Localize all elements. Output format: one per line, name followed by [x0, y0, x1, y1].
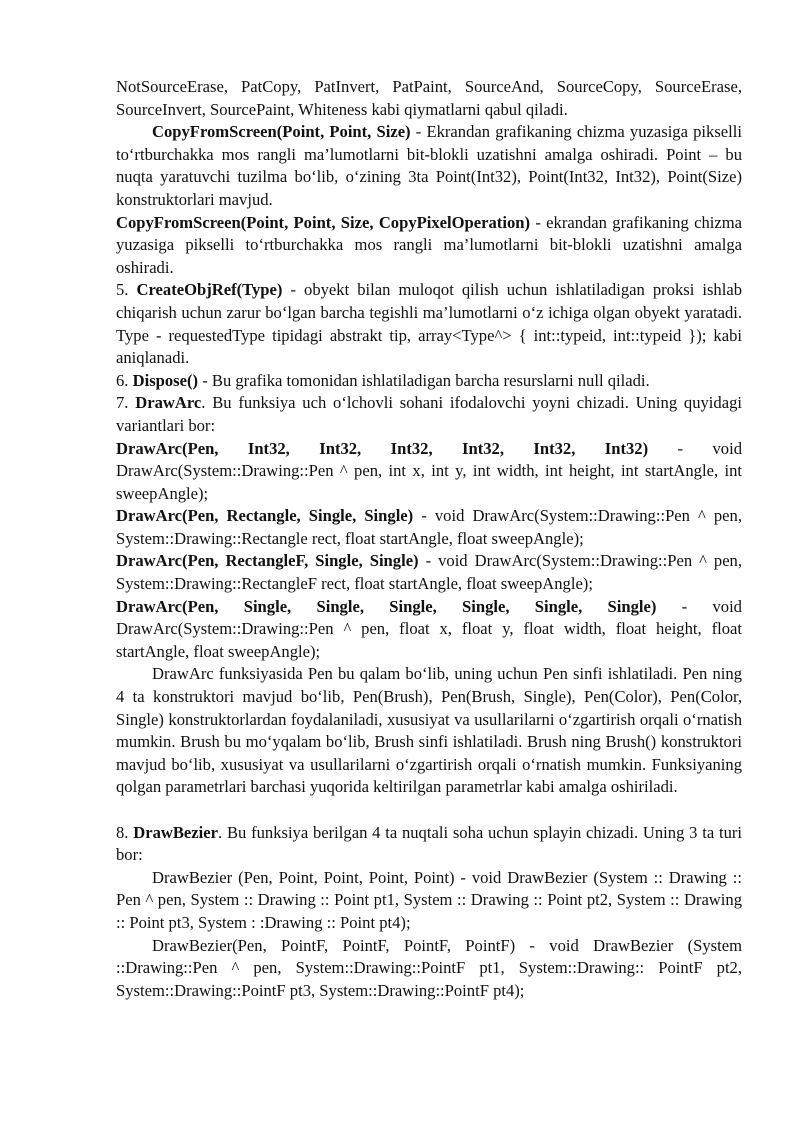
document-page — [116, 76, 742, 1002]
paragraph-text: - void DrawArc(System::Drawing::Pen ^ pen, System::Drawing::Rectangle rect, float startAngle, float sweepAngle); — [116, 506, 742, 548]
paragraph-drawarc-intro — [116, 392, 742, 437]
paragraph-text: - Ekrandan grafikaning chizma yuzasiga pikselli to‘rtburchakka mos rangli ma’lumotlarni bit-blokli uzatishni amalga oshiradi. Point – bu nuqta yaratuvchi tuzilma bo‘lib, o‘zining 3ta Point(Int32), Point(Int32, Int32), Point(Size) konstruktorlari mavjud. — [116, 122, 742, 209]
paragraph-text: - obyekt bilan muloqot qilish uchun ishlatiladigan proksi ishlab chiqarish uchun zarur bo‘lgan barcha tegishli ma’lumotlarni o‘z ichiga olgan obyekt yaratadi. Type - requestedType tipidagi abstrakt tip, array<Type^> { int::typeid, int::typeid }); kabi aniqlanadi. — [116, 280, 742, 368]
paragraph-drawarc-rectangle — [116, 505, 742, 550]
paragraph-text: DrawBezier (Pen, Point, Point, Point, Point) - void DrawBezier (System :: Drawing :: Pen ^ pen, System :: Drawing :: Point pt1, System :: Drawing :: Point pt2, System :: Drawing :: Point pt3, System : :Drawing :: Point pt4); — [116, 867, 742, 932]
paragraph-copyfromscreen-4 — [116, 212, 742, 280]
paragraph-text: . Bu funksiya berilgan 4 ta nuqtali soha uchun splayin chizadi. Uning 3 ta turi bor: — [116, 822, 743, 865]
paragraph-createobjref — [116, 279, 742, 369]
item-number: 5. — [116, 280, 137, 300]
method-signature: Dispose() — [132, 370, 199, 390]
paragraph-text: - Bu grafika tomonidan ishlatiladigan barcha resurslarni null qiladi. — [198, 370, 650, 390]
method-signature: DrawBezier — [133, 822, 219, 842]
method-signature: DrawArc — [135, 393, 202, 413]
paragraph-text: - void DrawArc(System::Drawing::Pen ^ pen, System::Drawing::RectangleF rect, float startAngle, float sweepAngle); — [116, 551, 743, 594]
paragraph-text: - void DrawArc(System::Drawing::Pen ^ pen, int x, int y, int width, int height, int startAngle, int sweepAngle); — [116, 438, 742, 503]
paragraph-drawarc-int32 — [116, 438, 742, 506]
item-number: 6. — [116, 370, 133, 390]
paragraph-drawarc-rectanglef — [116, 550, 742, 595]
method-signature: CreateObjRef(Type) — [136, 280, 283, 300]
method-signature: DrawArc(Pen, Int32, Int32, Int32, Int32, Int32, Int32) — [116, 438, 649, 458]
paragraph-spacer — [116, 799, 742, 822]
paragraph-text: NotSourceErase, PatCopy, PatInvert, PatPaint, SourceAnd, SourceCopy, SourceErase, SourceInvert, SourcePaint, Whiteness kabi qiymatlarni qabul qiladi. — [116, 77, 742, 119]
paragraph-drawarc-single — [116, 596, 742, 664]
paragraph-text: - void DrawArc(System::Drawing::Pen ^ pen, float x, float y, float width, float height, float startAngle, float sweepAngle); — [116, 596, 742, 661]
paragraph-copyfromscreen-3 — [116, 121, 742, 211]
paragraph-text: DrawArc funksiyasida Pen bu qalam bo‘lib, uning uchun Pen sinfi ishlatiladi. Pen ning 4 ta konstruktori mavjud bo‘lib, Pen(Brush), Pen(Brush, Single), Pen(Color), Pen(Color, Single) konstruktorlardan foydalaniladi, xususiyat va usullarilarni o‘zgartirish orqali o‘rnatish mumkin. Brush bu mo‘yqalam bo‘lib, Brush sinfi ishlatiladi. Brush ning Brush() konstruktori mavjud bo‘lib, xususiyat va usullarilarni o‘zgartirish orqali o‘rnatish mumkin. Funksiyaning qolgan parametrlari barchasi yuqorida keltirilgan parametrlar kabi amalga oshiriladi. — [116, 664, 742, 797]
paragraph-drawbezier-pointf — [116, 935, 742, 1003]
method-signature: DrawArc(Pen, Single, Single, Single, Single, Single, Single) — [116, 596, 657, 616]
paragraph-drawbezier-point — [116, 867, 742, 935]
item-number: 8. — [116, 822, 134, 842]
paragraph-drawbezier-intro — [116, 822, 742, 867]
paragraph-text: . Bu funksiya uch o‘lchovli sohani ifodalovchi yoyni chizadi. Uning quyidagi variantlari bor: — [116, 393, 742, 435]
paragraph-dispose — [116, 370, 742, 393]
paragraph-text: - ekrandan grafikaning chizma yuzasiga pikselli to‘rtburchakka mos rangli ma’lumotlarni bit-blokli uzatishni amalga oshiradi. — [116, 212, 742, 277]
paragraph-pen-brush — [116, 663, 742, 799]
item-number: 7. — [116, 393, 136, 413]
method-signature: DrawArc(Pen, Rectangle, Single, Single) — [116, 506, 414, 526]
method-signature: DrawArc(Pen, RectangleF, Single, Single) — [116, 551, 419, 571]
paragraph-text: DrawBezier(Pen, PointF, PointF, PointF, PointF) - void DrawBezier (System ::Drawing::Pen ^ pen, System::Drawing::PointF pt1, System::Drawing:: PointF pt2, System::Drawing::PointF pt3, System::Drawing::PointF pt4); — [116, 935, 742, 1000]
paragraph-raster-op-values — [116, 76, 742, 121]
method-signature: CopyFromScreen(Point, Point, Size, CopyPixelOperation) — [116, 212, 530, 232]
method-signature: CopyFromScreen(Point, Point, Size) — [152, 122, 411, 142]
